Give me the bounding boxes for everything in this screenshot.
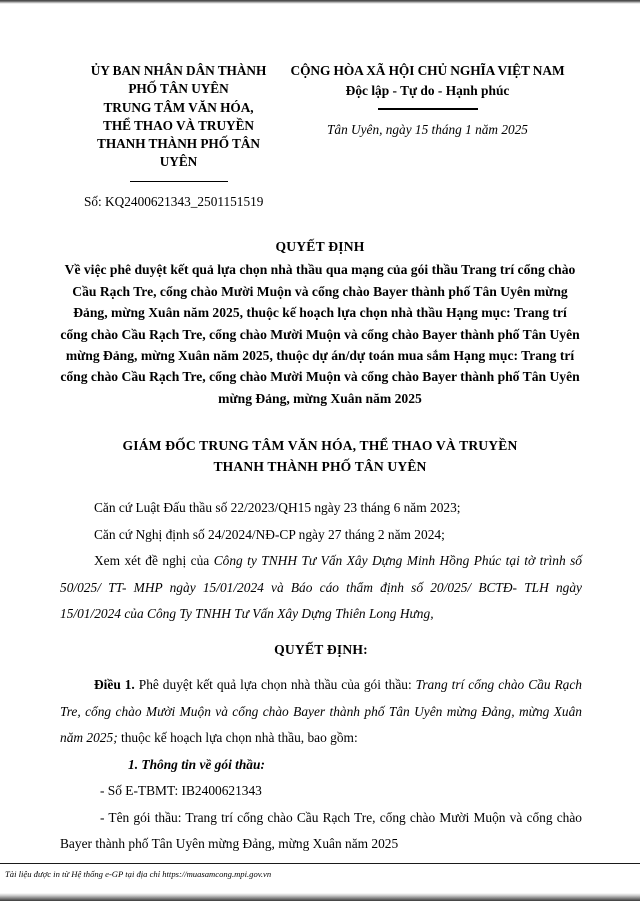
document-page	[0, 4, 640, 893]
document-kind-heading: QUYẾT ĐỊNH	[275, 239, 365, 255]
decide-heading: QUYẾT ĐỊNH:	[274, 641, 368, 657]
document-subject: Về việc phê duyệt kết quả lựa chọn nhà thầu qua mạng của gói thầu Trang trí cổng chào Cầu Rạch Tre, cổng chào Mười Muộn và cổng chào Bayer thành phố Tân Uyên mừng Đảng, mừng Xuân năm 2025, thuộc kế hoạch lựa chọn nhà thầu Hạng mục: Trang trí cổng chào Cầu Rạch Tre, cổng chào Mười Muộn và cổng chào Bayer thành phố Tân Uyên mừng Đảng, mừng Xuân năm 2025, thuộc dự án/dự toán mua sắm Hạng mục: Trang trí cổng chào Cầu Rạch Tre, cổng chào Mười Muộn và cổng chào Bayer thành phố Tân Uyên mừng Đảng, mừng Xuân năm 2025	[60, 262, 580, 406]
issuing-authority-line-2: THANH THÀNH PHỐ TÂN UYÊN	[213, 459, 427, 475]
issuing-authority-heading	[0, 435, 640, 477]
package-info-heading: 1. Thông tin về gói thầu:	[128, 756, 265, 772]
national-heading-block	[273, 62, 582, 211]
legal-basis-item-3	[60, 548, 582, 628]
article-1-tail: thuộc kế hoạch lựa chọn nhà thầu, bao gồm:	[117, 730, 358, 746]
legal-basis-item-3-reference: Công ty TNHH Tư Vấn Xây Dựng Minh Hồng Phúc tại tờ trình số 50/025/ TT- MHP ngày 15/01/2024 và Báo cáo thẩm định số 20/025/ BCTĐ- TLH ngày 15/01/2024 của Công Ty TNHH Tư Vấn Xây Dựng Thiên Long Hưng,	[60, 553, 583, 622]
issuing-authority-line-1: GIÁM ĐỐC TRUNG TÂM VĂN HÓA, THỂ THAO VÀ TRUYỀN	[122, 438, 518, 454]
legal-basis-item-3-lead: Xem xét đề nghị của	[94, 553, 214, 569]
document-header	[0, 4, 640, 211]
national-motto: Độc lập - Tự do - Hạnh phúc	[345, 82, 510, 98]
footer-divider	[0, 863, 640, 864]
article-1-lead: Phê duyệt kết quả lựa chọn nhà thầu của gói thầu:	[134, 677, 416, 693]
issuing-organization-line-5: THANH THÀNH PHỐ TÂN	[97, 136, 260, 152]
document-number: Số: KQ2400621343_2501151519	[84, 194, 264, 210]
footer-source-note: Tài liệu được in từ Hệ thống e-GP tại địa chỉ https://muasamcong.mpi.gov.vn	[5, 869, 272, 879]
package-etbmt-number: - Số E-TBMT: IB2400621343	[100, 783, 262, 799]
article-1	[60, 672, 582, 752]
issuing-organization-line-3: TRUNG TÂM VĂN HÓA,	[103, 99, 254, 115]
article-1-package-name: Trang trí cổng chào Cầu Rạch Tre, cổng chào Mười Muộn và cổng chào Bayer thành phố Tân Uyên mừng Đảng, mừng Xuân năm 2025;	[60, 677, 582, 746]
legal-basis-item-1: Căn cứ Luật Đấu thầu số 22/2023/QH15 ngày 23 tháng 6 năm 2023;	[94, 500, 461, 516]
article-1-label: Điều 1.	[94, 677, 135, 693]
issuing-organization-line-2: PHỐ TÂN UYÊN	[128, 81, 229, 97]
national-name: CỘNG HÒA XÃ HỘI CHỦ NGHĨA VIỆT NAM	[290, 63, 565, 78]
place-and-date: Tân Uyên, ngày 15 tháng 1 năm 2025	[327, 121, 528, 137]
header-divider-left	[130, 181, 228, 183]
viewer-bottom-edge	[0, 893, 640, 901]
document-content	[0, 4, 640, 893]
package-name: - Tên gói thầu: Trang trí cổng chào Cầu Rạch Tre, cổng chào Mười Muộn và cổng chào Bayer thành phố Tân Uyên mừng Đảng, mừng Xuân năm 2025	[60, 809, 582, 852]
issuing-organization-line-4: THỂ THAO VÀ TRUYỀN	[103, 117, 254, 133]
document-body	[0, 495, 640, 858]
legal-basis-item-2: Căn cứ Nghị định số 24/2024/NĐ-CP ngày 27 tháng 2 năm 2024;	[94, 526, 445, 542]
title-block	[0, 239, 640, 409]
issuing-organization-line-1: ỦY BAN NHÂN DÂN THÀNH	[90, 63, 267, 78]
issuing-organization-block	[58, 62, 273, 211]
issuing-organization-line-6: UYÊN	[159, 154, 198, 170]
header-divider-right	[378, 108, 478, 110]
